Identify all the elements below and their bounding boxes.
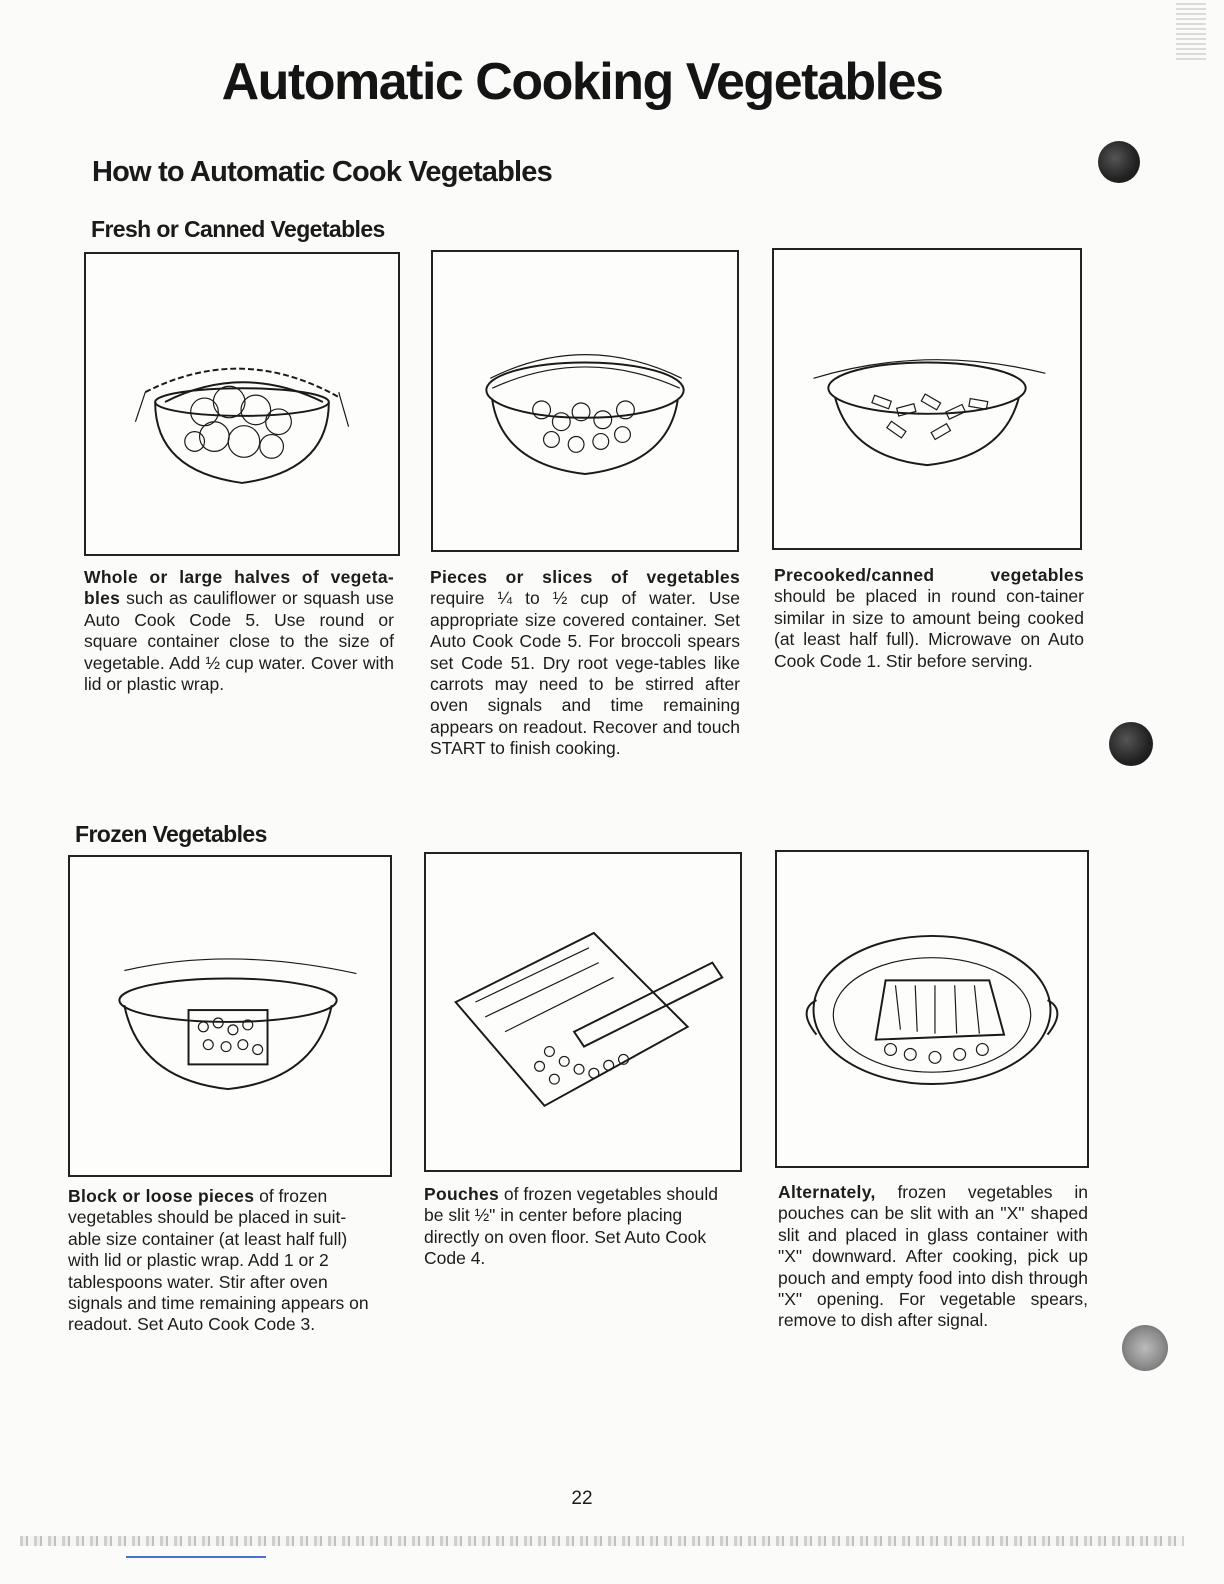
pouch-slit-icon (426, 854, 740, 1170)
illustration-panel (772, 248, 1082, 550)
caption-alternately: Alternately, frozen vegetables in pouches can be slit with an "X" shaped slit and placed in glass container with "X" downward. After cooking, pick up pouch and empty food into dish through "X" opening. For vegetable spears, remove to dish after signal. (778, 1182, 1088, 1331)
bottom-rule (126, 1556, 266, 1558)
illustration-panel (424, 852, 742, 1172)
binder-hole-icon (1098, 141, 1140, 183)
caption-pouches: Pouches of frozen vegetables should be slit ½" in center before placing directly on oven floor. Set Auto Cook Code 4. (424, 1184, 718, 1269)
frozen-block-bowl-icon (70, 857, 390, 1175)
vegetable-pieces-bowl-icon (433, 252, 737, 550)
caption-pieces-vegetables: Pieces or slices of vegetables require ¼ to ½ cup of water. Use appropriate size covered container. Set Auto Cook Code 5. For broccoli spears set Code 51. Dry root vege-tables like carrots may need to be stirred after oven signals and time remaining appears on readout. Recover and touch START to finish cooking. (430, 567, 740, 759)
illustration-panel (775, 850, 1089, 1168)
caption-whole-vegetables: Whole or large halves of vegeta-bles such as cauliflower or squash use Auto Cook Code 5. Use round or square container close to the size of vegetable. Add ½ cup water. Cover with lid or plastic wrap. (84, 567, 394, 695)
section-heading-fresh: Fresh or Canned Vegetables (91, 216, 385, 242)
illustration-panel (84, 252, 400, 556)
cauliflower-bowl-icon (86, 254, 398, 554)
section-heading-frozen: Frozen Vegetables (75, 821, 267, 847)
page-number: 22 (571, 1488, 593, 1509)
binder-hole-icon (1109, 722, 1153, 766)
caption-block-pieces: Block or loose pieces of frozen vegetables should be placed in suit-able size container (at least half full) with lid or plastic wrap. Add 1 or 2 tablespoons water. Stir after oven signals and time remaining appears on readout. Set Auto Cook Code 3. (68, 1186, 369, 1335)
scan-edge-artifact (1176, 0, 1206, 60)
scan-bottom-artifact (20, 1536, 1184, 1546)
canned-beans-bowl-icon (774, 250, 1080, 548)
binder-hole-icon (1122, 1325, 1168, 1371)
caption-canned-vegetables: Precooked/canned vegetables should be placed in round con-tainer similar in size to amount being cooked (at least half full). Microwave on Auto Cook Code 1. Stir before serving. (774, 565, 1084, 671)
illustration-panel (431, 250, 739, 552)
illustration-panel (68, 855, 392, 1177)
page-title: Automatic Cooking Vegetables (221, 53, 943, 111)
pouch-in-glass-dish-icon (777, 852, 1087, 1166)
page-subtitle: How to Automatic Cook Vegetables (92, 156, 552, 188)
